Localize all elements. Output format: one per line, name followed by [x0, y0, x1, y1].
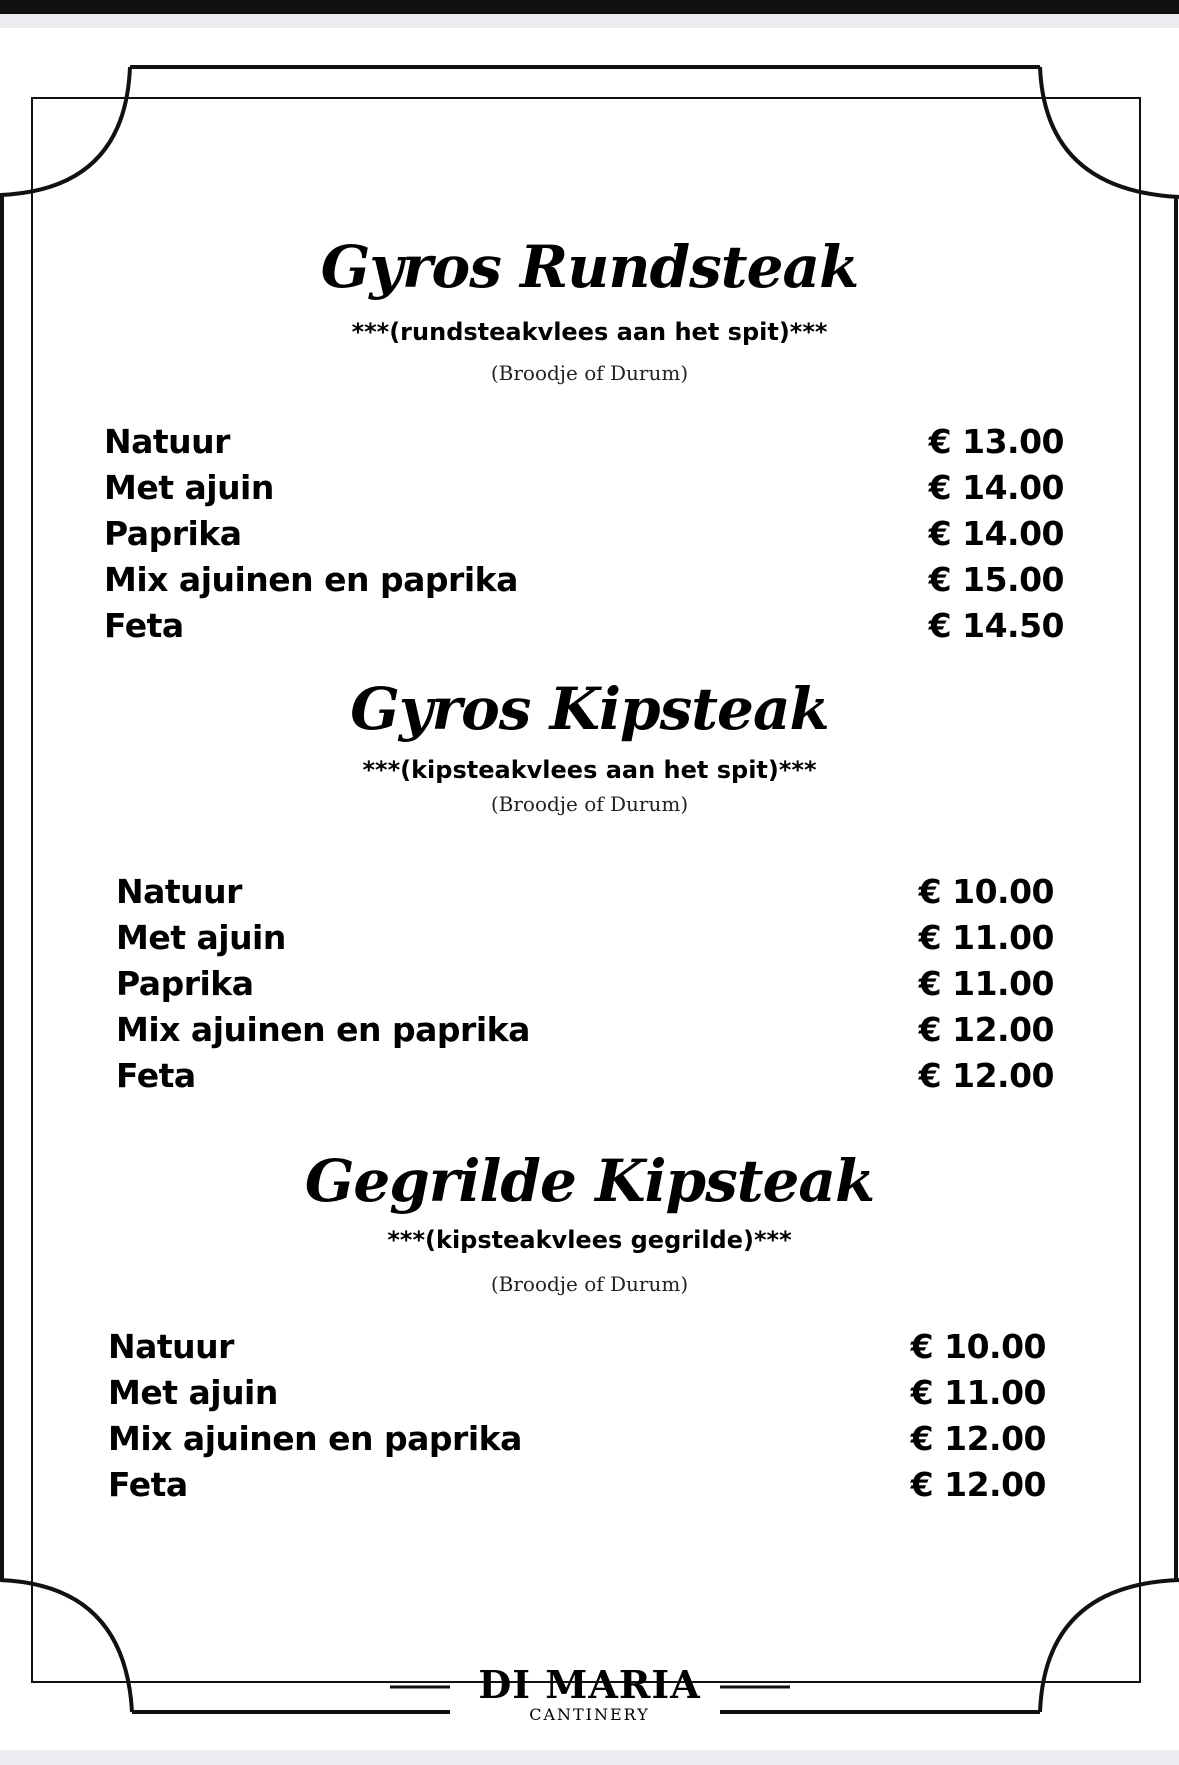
- item-price: € 15.00: [928, 560, 1064, 599]
- menu-item: [104, 603, 1064, 649]
- item-name: Feta: [108, 1465, 188, 1504]
- item-name: Paprika: [116, 964, 254, 1003]
- brand-name: DI MARIA: [478, 1662, 701, 1707]
- menu-item: [116, 1053, 1054, 1099]
- item-price: € 10.00: [910, 1327, 1046, 1366]
- menu-list-gyros-kipsteak: [116, 869, 1054, 1099]
- section-title-gegrilde-kipsteak: Gegrilde Kipsteak: [304, 1147, 875, 1215]
- item-price: € 13.00: [928, 422, 1064, 461]
- item-price: € 14.50: [928, 606, 1064, 645]
- menu-list-gegrilde-kipsteak: [108, 1324, 1046, 1508]
- item-price: € 10.00: [918, 872, 1054, 911]
- menu-item: [108, 1462, 1046, 1508]
- menu-item: [108, 1416, 1046, 1462]
- item-name: Natuur: [108, 1327, 234, 1366]
- menu-item: [116, 961, 1054, 1007]
- section-title-gyros-kipsteak: Gyros Kipsteak: [350, 675, 829, 743]
- section-subtitle: ***(kipsteakvlees gegrilde)***: [387, 1226, 792, 1254]
- item-name: Natuur: [104, 422, 230, 461]
- menu-item: [108, 1324, 1046, 1370]
- item-name: Feta: [104, 606, 184, 645]
- menu-item: [104, 557, 1064, 603]
- menu-item: [104, 465, 1064, 511]
- item-name: Paprika: [104, 514, 242, 553]
- menu-item: [116, 1007, 1054, 1053]
- item-name: Met ajuin: [104, 468, 274, 507]
- item-price: € 14.00: [928, 514, 1064, 553]
- menu-item: [104, 511, 1064, 557]
- item-price: € 11.00: [918, 918, 1054, 957]
- section-note: (Broodje of Durum): [490, 361, 689, 385]
- section-subtitle: ***(rundsteakvlees aan het spit)***: [351, 318, 828, 346]
- item-price: € 12.00: [910, 1465, 1046, 1504]
- item-price: € 12.00: [910, 1419, 1046, 1458]
- item-price: € 14.00: [928, 468, 1064, 507]
- menu-item: [116, 869, 1054, 915]
- item-name: Mix ajuinen en paprika: [104, 560, 518, 599]
- item-price: € 12.00: [918, 1010, 1054, 1049]
- item-name: Met ajuin: [108, 1373, 278, 1412]
- menu-item: [104, 419, 1064, 465]
- item-name: Natuur: [116, 872, 242, 911]
- menu-item: [108, 1370, 1046, 1416]
- menu-list-gyros-rundsteak: [104, 419, 1064, 649]
- section-title-gyros-rundsteak: Gyros Rundsteak: [320, 233, 859, 301]
- item-name: Mix ajuinen en paprika: [108, 1419, 522, 1458]
- item-name: Feta: [116, 1056, 196, 1095]
- brand-tagline: CANTINERY: [529, 1705, 650, 1724]
- item-price: € 11.00: [910, 1373, 1046, 1412]
- menu-item: [116, 915, 1054, 961]
- item-name: Mix ajuinen en paprika: [116, 1010, 530, 1049]
- item-price: € 11.00: [918, 964, 1054, 1003]
- item-name: Met ajuin: [116, 918, 286, 957]
- section-subtitle: ***(kipsteakvlees aan het spit)***: [362, 756, 817, 784]
- section-note: (Broodje of Durum): [490, 792, 689, 816]
- section-note: (Broodje of Durum): [490, 1272, 689, 1296]
- item-price: € 12.00: [918, 1056, 1054, 1095]
